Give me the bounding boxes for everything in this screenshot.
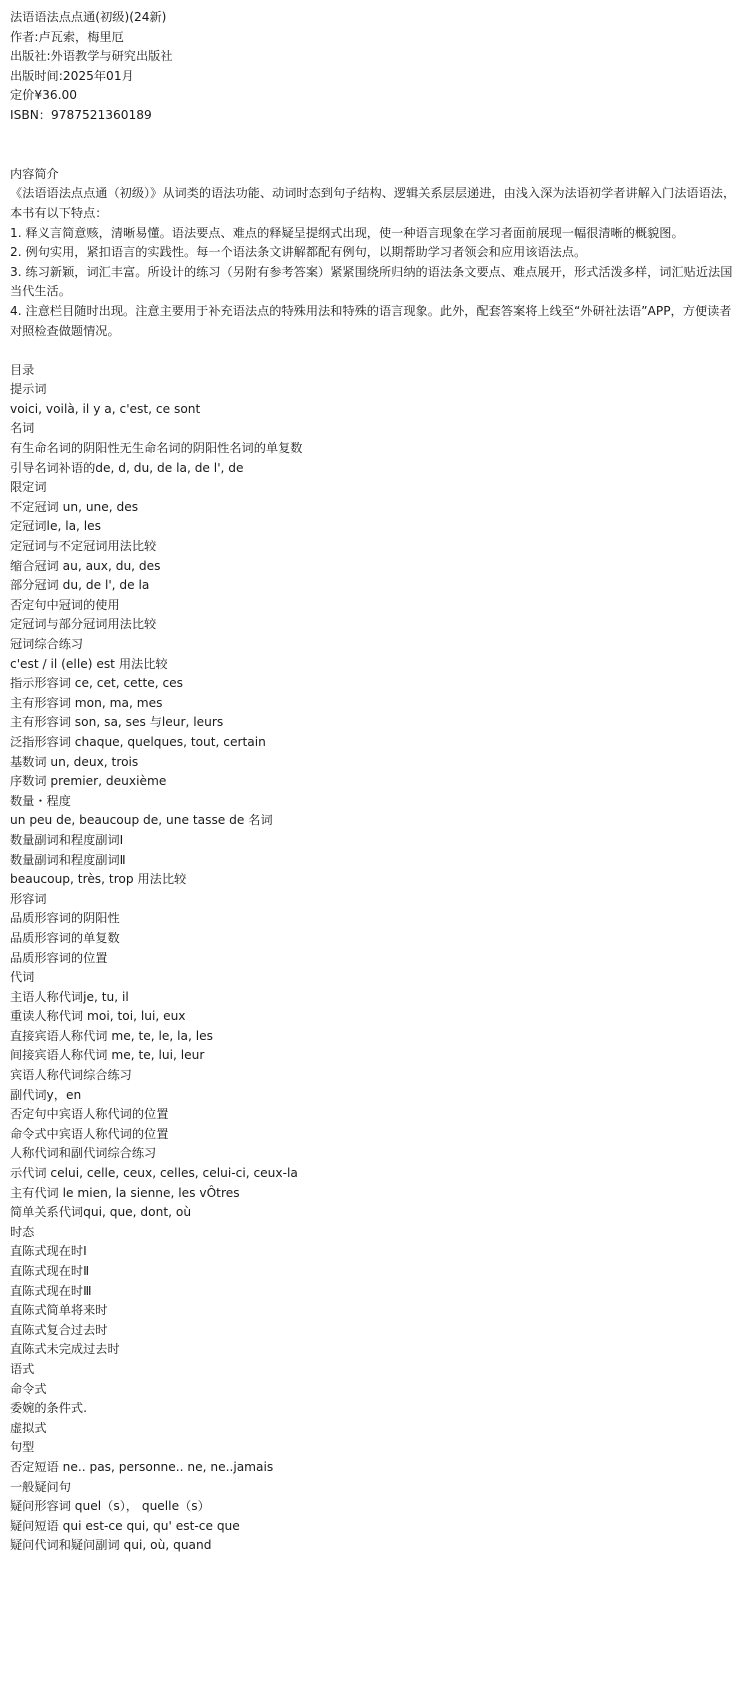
- toc-item: 示代词 celui, celle, ceux, celles, celui-ci, ceux-la: [10, 1166, 298, 1181]
- toc-item: voici, voilà, il y a, c'est, ce sont: [10, 401, 201, 416]
- toc-item: 否定句中冠词的使用: [10, 597, 120, 612]
- toc-item: 有生命名词的阴阳性无生命名词的阴阳性名词的单复数: [10, 441, 303, 456]
- toc-item: 一般疑问句: [10, 1479, 71, 1494]
- book-isbn: ISBN：9787521360189: [10, 107, 152, 122]
- toc-item: 句型: [10, 1440, 35, 1455]
- toc-item: 直接宾语人称代词 me, te, le, la, les: [10, 1028, 213, 1043]
- toc-item: 数量副词和程度副词Ⅰ: [10, 832, 124, 847]
- toc-item: 定冠词与部分冠词用法比较: [10, 617, 157, 632]
- book-info: [10, 8, 740, 126]
- toc-item: 直陈式现在时Ⅲ: [10, 1283, 92, 1298]
- book-price: 定价¥36.00: [10, 88, 78, 103]
- toc-item: 宾语人称代词综合练习: [10, 1068, 132, 1083]
- toc-item: 限定词: [10, 480, 47, 495]
- toc-item: 委婉的条件式.: [10, 1401, 87, 1416]
- toc-item: 数量・程度: [10, 793, 71, 808]
- intro-point: 3. 练习新颖，词汇丰富。所设计的练习（另附有参考答案）紧紧围绕所归纳的语法条文要点、难点展开，形式活泼多样，词汇贴近法国当代生活。: [10, 264, 733, 299]
- toc-item: 引导名词补语的de, d, du, de la, de l', de: [10, 460, 244, 475]
- toc-item: 直陈式复合过去时: [10, 1322, 108, 1337]
- toc-item: 主有形容词 son, sa, ses 与leur, leurs: [10, 715, 224, 730]
- book-title: 法语语法点点通(初级)(24新): [10, 10, 167, 24]
- book-publisher: 出版社:外语教学与研究出版社: [10, 49, 173, 64]
- toc-item: beaucoup, très, trop 用法比较: [10, 872, 187, 887]
- toc-item: 虚拟式: [10, 1420, 47, 1435]
- toc-item: 部分冠词 du, de l', de la: [10, 578, 150, 593]
- toc-item: 间接宾语人称代词 me, te, lui, leur: [10, 1048, 205, 1063]
- toc-item: 提示词: [10, 382, 47, 397]
- toc-item: 副代词y，en: [10, 1087, 82, 1102]
- book-pubdate: 出版时间:2025年01月: [10, 68, 134, 83]
- toc-item: 序数词 premier, deuxième: [10, 774, 167, 789]
- intro-point: 4. 注意栏目随时出现。注意主要用于补充语法点的特殊用法和特殊的语言现象。此外，配套答案将上线至“外研社法语”APP，方便读者对照检查做题情况。: [10, 303, 732, 338]
- toc-item: 直陈式现在时Ⅱ: [10, 1264, 90, 1278]
- toc-item: 时态: [10, 1224, 35, 1239]
- spacer: [10, 126, 740, 146]
- toc-item: 疑问代词和疑问副词 qui, où, quand: [10, 1538, 212, 1553]
- toc-item: 数量副词和程度副词Ⅱ: [10, 852, 126, 867]
- toc-item: 不定冠词 un, une, des: [10, 499, 139, 514]
- intro-section: [10, 165, 740, 341]
- intro-lead: 《法语语法点点通（初级）》从词类的语法功能、动词时态到句子结构、逻辑关系层层递进，由浅入深为法语初学者讲解入门法语语法，本书有以下特点：: [10, 186, 736, 220]
- toc-item: 冠词综合练习: [10, 637, 84, 651]
- toc-item: 语式: [10, 1361, 35, 1376]
- toc-item: 指示形容词 ce, cet, cette, ces: [10, 676, 184, 691]
- toc-item: 否定句中宾语人称代词的位置: [10, 1107, 169, 1122]
- toc-item: 主语人称代词je, tu, il: [10, 989, 129, 1004]
- toc-item: 品质形容词的单复数: [10, 930, 120, 945]
- toc-item: 主有形容词 mon, ma, mes: [10, 695, 163, 710]
- toc-item: 命令式中宾语人称代词的位置: [10, 1126, 169, 1141]
- toc-item: 品质形容词的阴阳性: [10, 911, 120, 926]
- toc-item: c'est / il (elle) est 用法比较: [10, 656, 168, 671]
- toc-item: 直陈式未完成过去时: [10, 1342, 120, 1357]
- toc-item: 名词: [10, 421, 35, 436]
- intro-point: 2. 例句实用，紧扣语言的实践性。每一个语法条文讲解都配有例句，以期帮助学习者领会和应用该语法点。: [10, 245, 587, 260]
- intro-point: 1. 释义言简意赅，清晰易懂。语法要点、难点的释疑呈提纲式出现，使一种语言现象在学习者面前展现一幅很清晰的概貌图。: [10, 225, 684, 240]
- toc-item: 缩合冠词 au, aux, du, des: [10, 558, 161, 573]
- toc-item: 基数词 un, deux, trois: [10, 754, 139, 769]
- toc-item: 疑问形容词 quel（s）， quelle（s）: [10, 1499, 210, 1514]
- toc-list: [10, 380, 740, 1556]
- toc-heading: 目录: [10, 362, 35, 377]
- toc-item: un peu de, beaucoup de, une tasse de 名词: [10, 813, 273, 828]
- spacer: [10, 341, 740, 361]
- toc-item: 主有代词 le mien, la sienne, les vÔtres: [10, 1185, 240, 1200]
- toc-item: 泛指形容词 chaque, quelques, tout, certain: [10, 734, 266, 749]
- book-author: 作者:卢瓦索，梅里厄: [10, 29, 124, 44]
- document-body: [10, 8, 740, 1556]
- toc-item: 定冠词与不定冠词用法比较: [10, 539, 157, 554]
- toc-item: 定冠词le, la, les: [10, 519, 102, 534]
- toc-item: 直陈式简单将来时: [10, 1303, 108, 1318]
- spacer: [10, 145, 740, 165]
- toc-item: 命令式: [10, 1381, 47, 1396]
- toc-item: 人称代词和副代词综合练习: [10, 1146, 157, 1161]
- toc-item: 直陈式现在时Ⅰ: [10, 1244, 87, 1259]
- toc-item: 重读人称代词 moi, toi, lui, eux: [10, 1009, 186, 1024]
- toc-item: 代词: [10, 970, 35, 985]
- toc-section: [10, 361, 740, 1556]
- toc-item: 简单关系代词qui, que, dont, où: [10, 1205, 192, 1220]
- toc-item: 否定短语 ne.. pas, personne.. ne, ne..jamais: [10, 1459, 274, 1474]
- toc-item: 疑问短语 qui est-ce qui, qu' est-ce que: [10, 1518, 240, 1533]
- toc-item: 形容词: [10, 891, 47, 906]
- intro-heading: 内容简介: [10, 166, 59, 181]
- toc-item: 品质形容词的位置: [10, 950, 108, 965]
